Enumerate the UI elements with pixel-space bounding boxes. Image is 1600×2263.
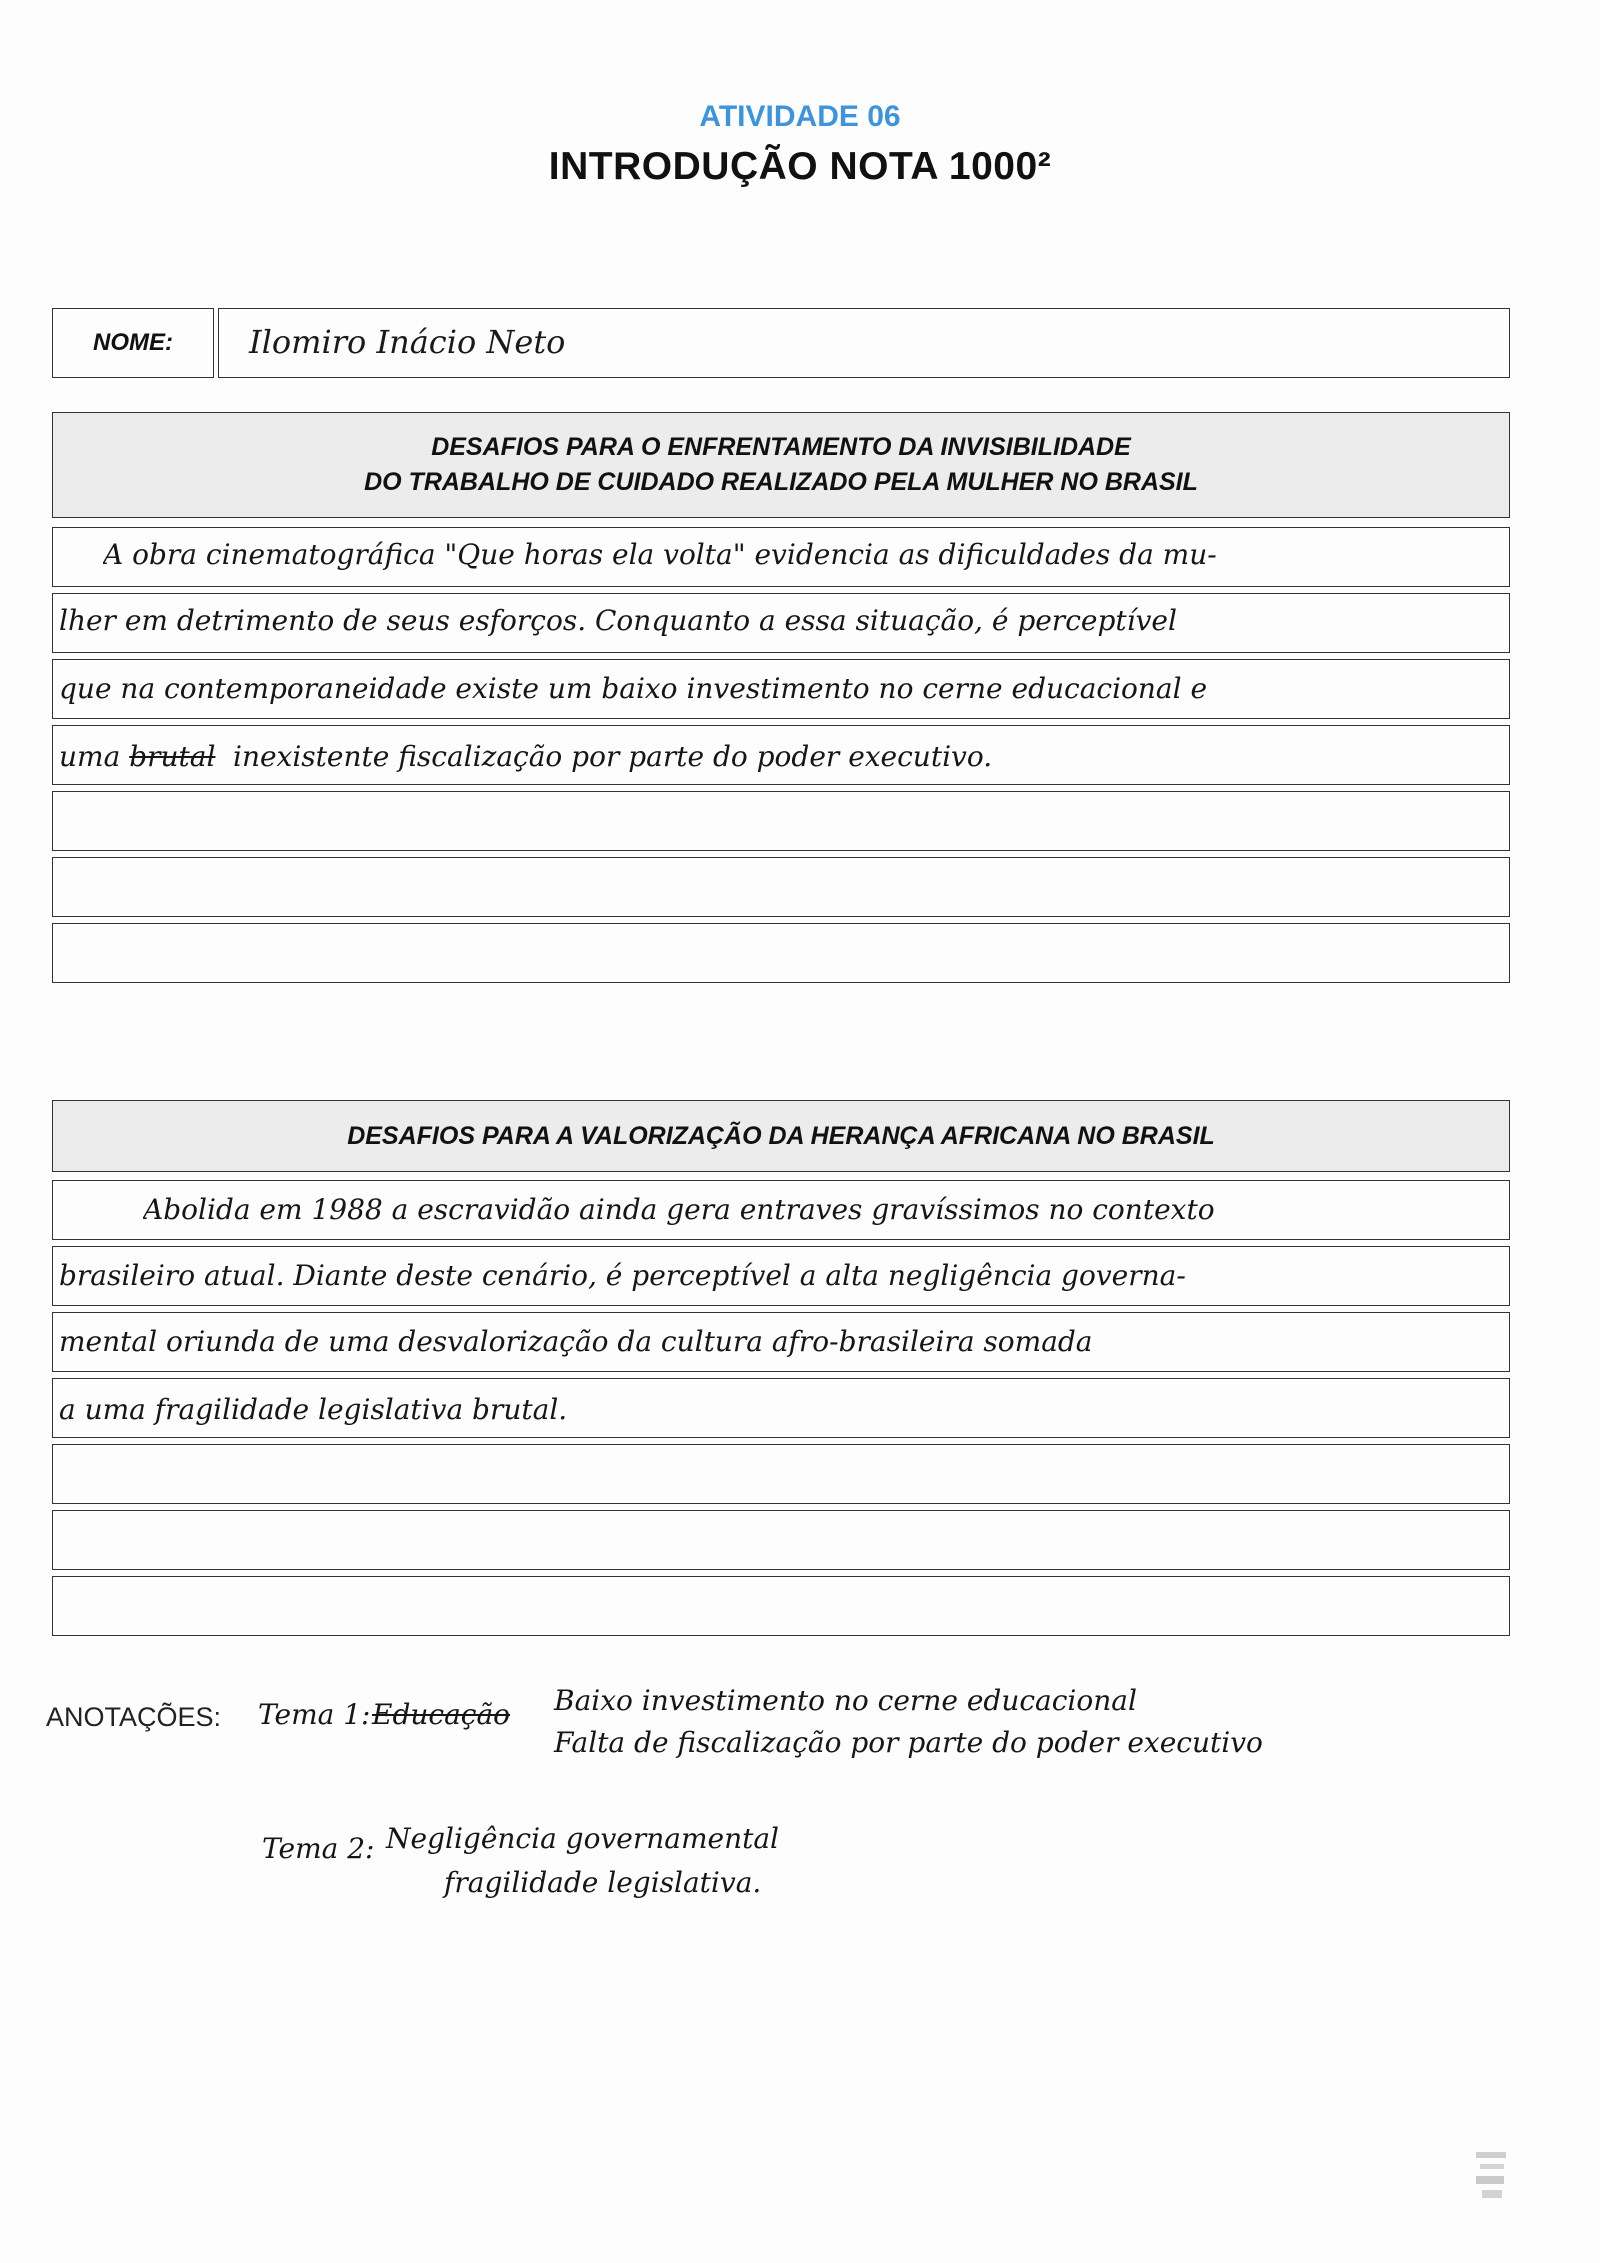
handwritten-text: mental oriunda de uma desvalorização da cultura afro-brasileira somada (59, 1325, 1093, 1358)
name-field[interactable] (218, 308, 1510, 378)
tema1-note-2: Falta de fiscalização por parte do poder executivo (554, 1726, 1263, 1759)
name-value: Ilomiro Inácio Neto (249, 323, 566, 361)
section2-line-7[interactable] (52, 1576, 1510, 1636)
section1-line-5[interactable] (52, 791, 1510, 851)
section1-line-1[interactable] (52, 527, 1510, 587)
tema2-note-1: Negligência governamental (386, 1822, 779, 1855)
section1-line-3[interactable] (52, 659, 1510, 719)
handwritten-text: Abolida em 1988 a escravidão ainda gera entraves gravíssimos no contexto (143, 1193, 1215, 1226)
section1-heading-line1: DESAFIOS PARA O ENFRENTAMENTO DA INVISIBILIDADE (431, 433, 1131, 461)
section1-heading (52, 412, 1510, 518)
section1-line-6[interactable] (52, 857, 1510, 917)
scanner-mark-icon (1474, 2148, 1508, 2204)
activity-kicker: ATIVIDADE 06 (699, 100, 901, 133)
tema1-struck-word: Educação (372, 1698, 511, 1731)
section2-heading (52, 1100, 1510, 1172)
handwritten-text: A obra cinematográfica "Que horas ela volta" evidencia as dificuldades da mu- (103, 538, 1217, 571)
page-title: INTRODUÇÃO NOTA 1000² (548, 145, 1052, 188)
section2-line-5[interactable] (52, 1444, 1510, 1504)
section2-line-1[interactable] (52, 1180, 1510, 1240)
section2-line-6[interactable] (52, 1510, 1510, 1570)
section1-line-2[interactable] (52, 593, 1510, 653)
line-text-prefix: uma (59, 740, 130, 773)
tema2-note-2: fragilidade legislativa. (444, 1866, 762, 1899)
section2-line-2[interactable] (52, 1246, 1510, 1306)
handwritten-text: brasileiro atual. Diante deste cenário, é perceptível a alta negligência governa- (59, 1259, 1186, 1292)
section1-line-4[interactable] (52, 725, 1510, 785)
section1-line-7[interactable] (52, 923, 1510, 983)
annotations-label: ANOTAÇÕES: (46, 1702, 222, 1732)
section2-line-3[interactable] (52, 1312, 1510, 1372)
name-label: NOME: (52, 308, 214, 378)
tema1-note-1: Baixo investimento no cerne educacional (554, 1684, 1137, 1717)
section2-heading-text: DESAFIOS PARA A VALORIZAÇÃO DA HERANÇA AFRICANA NO BRASIL (347, 1121, 1215, 1150)
tema1-label: Tema 1: (258, 1698, 371, 1731)
handwritten-text: a uma fragilidade legislativa brutal. (59, 1393, 568, 1426)
handwritten-text: lher em detrimento de seus esforços. Conquanto a essa situação, é perceptível (59, 604, 1177, 637)
struck-word: brutal (129, 740, 216, 773)
section1-heading-line2: DO TRABALHO DE CUIDADO REALIZADO PELA MULHER NO BRASIL (364, 468, 1198, 496)
handwritten-text: inexistente fiscalização por parte do poder executivo. (233, 740, 993, 773)
section2-line-4[interactable] (52, 1378, 1510, 1438)
handwritten-text: que na contemporaneidade existe um baixo investimento no cerne educacional e (59, 672, 1208, 705)
tema2-label: Tema 2: (262, 1832, 375, 1865)
